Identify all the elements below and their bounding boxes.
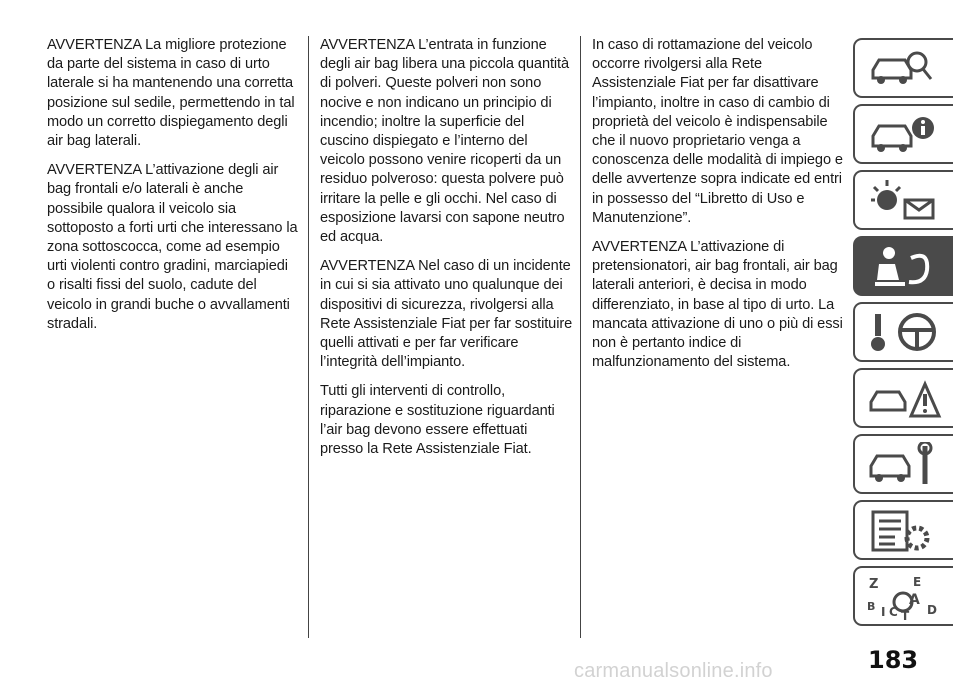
- car-wrench-icon: [865, 442, 945, 488]
- column-divider: [308, 36, 309, 638]
- warning-lights-icon: [865, 178, 945, 224]
- svg-text:B: B: [867, 600, 876, 613]
- svg-text:D: D: [927, 603, 937, 617]
- paragraph: AVVERTENZA La migliore protezione da parte del sistema in caso di urto laterale si ha mantenendo una corretta posizione sul sedile, permettendo in tal modo un corretto dispiegamento degli air bag laterali.: [47, 37, 295, 150]
- page-number: 183: [868, 646, 919, 674]
- key-steering-wheel-icon: [865, 310, 945, 356]
- column-divider: [580, 36, 581, 638]
- paragraph: In caso di rottamazione del veicolo occorre rivolgersi alla Rete Assistenziale Fiat per far disattivare l’impianto, inoltre in caso di cambio di proprietà del veicolo è indispensabile che il nuovo proprietario venga a conoscenza delle modalità di impiego e delle avvertenze sopra indicate ed entri in possesso del “Libretto di Uso e Manutenzione”.: [592, 37, 843, 226]
- text-column-2: [320, 36, 574, 469]
- text-column-3: [592, 36, 844, 382]
- chapter-tab-car-info[interactable]: [853, 104, 953, 164]
- svg-text:C: C: [889, 605, 898, 619]
- specifications-gear-icon: [865, 508, 945, 554]
- chapter-tab-safety[interactable]: [853, 236, 953, 296]
- paragraph: AVVERTENZA L’attivazione degli air bag frontali e/o laterali è anche possibile qualora il veicolo sia sottoposto a forti urti che interessano la zona sottoscocca, come ad esempio urti violenti contro gradini, marciapiedi o risalti fissi del suolo, cadute del veicolo in grandi buche o avvallamenti stradali.: [47, 162, 298, 332]
- car-info-icon: [865, 112, 945, 158]
- paragraph: AVVERTENZA Nel caso di un incidente in cui si sia attivato uno qualunque dei dispositivi di sicurezza, rivolgersi alla Rete Assistenziale Fiat per far sostituire quelli attivati e per far verificare l’integrità dell’impianto.: [320, 258, 573, 371]
- paragraph: AVVERTENZA L’attivazione di pretensionatori, air bag frontali, air bag laterali anteriori, è decisa in modo differenziato, in base al tipo di urto. La mancata attivazione di uno o più di essi non è pertanto indice di malfunzionamento del sistema.: [592, 239, 843, 371]
- svg-text:T: T: [901, 609, 910, 620]
- svg-text:I: I: [881, 605, 886, 619]
- chapter-tab-index[interactable]: [853, 566, 953, 626]
- chapter-tab-maintenance[interactable]: [853, 434, 953, 494]
- paragraph: AVVERTENZA L’entrata in funzione degli air bag libera una piccola quantità di polveri. Queste polveri non sono nocive e non indicano un principio di incendio; inoltre la superficie del cuscino dispiegato e l’interno del veicolo possono venire ricoperti da un residuo polveroso: questa polvere può irritare la pelle e gli occhi. Nel caso di esposizione lavarsi con sapone neutro ed acqua.: [320, 37, 570, 246]
- svg-text:Z: Z: [869, 577, 879, 592]
- text-column-1: [47, 36, 299, 344]
- chapter-tab-warning-lights[interactable]: [853, 170, 953, 230]
- paragraph: Tutti gli interventi di controllo, riparazione e sostituzione riguardanti l’air bag devono essere effettuati presso la Rete Assistenziale Fiat.: [320, 383, 555, 458]
- svg-text:A: A: [909, 592, 920, 608]
- seat-airbag-icon: [865, 244, 945, 290]
- chapter-tab-car-search[interactable]: [853, 38, 953, 98]
- alphabetical-index-icon: [865, 574, 945, 620]
- car-search-icon: [865, 46, 945, 92]
- chapter-tab-emergency[interactable]: [853, 368, 953, 428]
- watermark: carmanualsonline.info: [574, 660, 773, 682]
- car-warning-triangle-icon: [865, 376, 945, 422]
- chapter-tab-starting-driving[interactable]: [853, 302, 953, 362]
- chapter-tab-technical-data[interactable]: [853, 500, 953, 560]
- svg-text:E: E: [913, 575, 922, 589]
